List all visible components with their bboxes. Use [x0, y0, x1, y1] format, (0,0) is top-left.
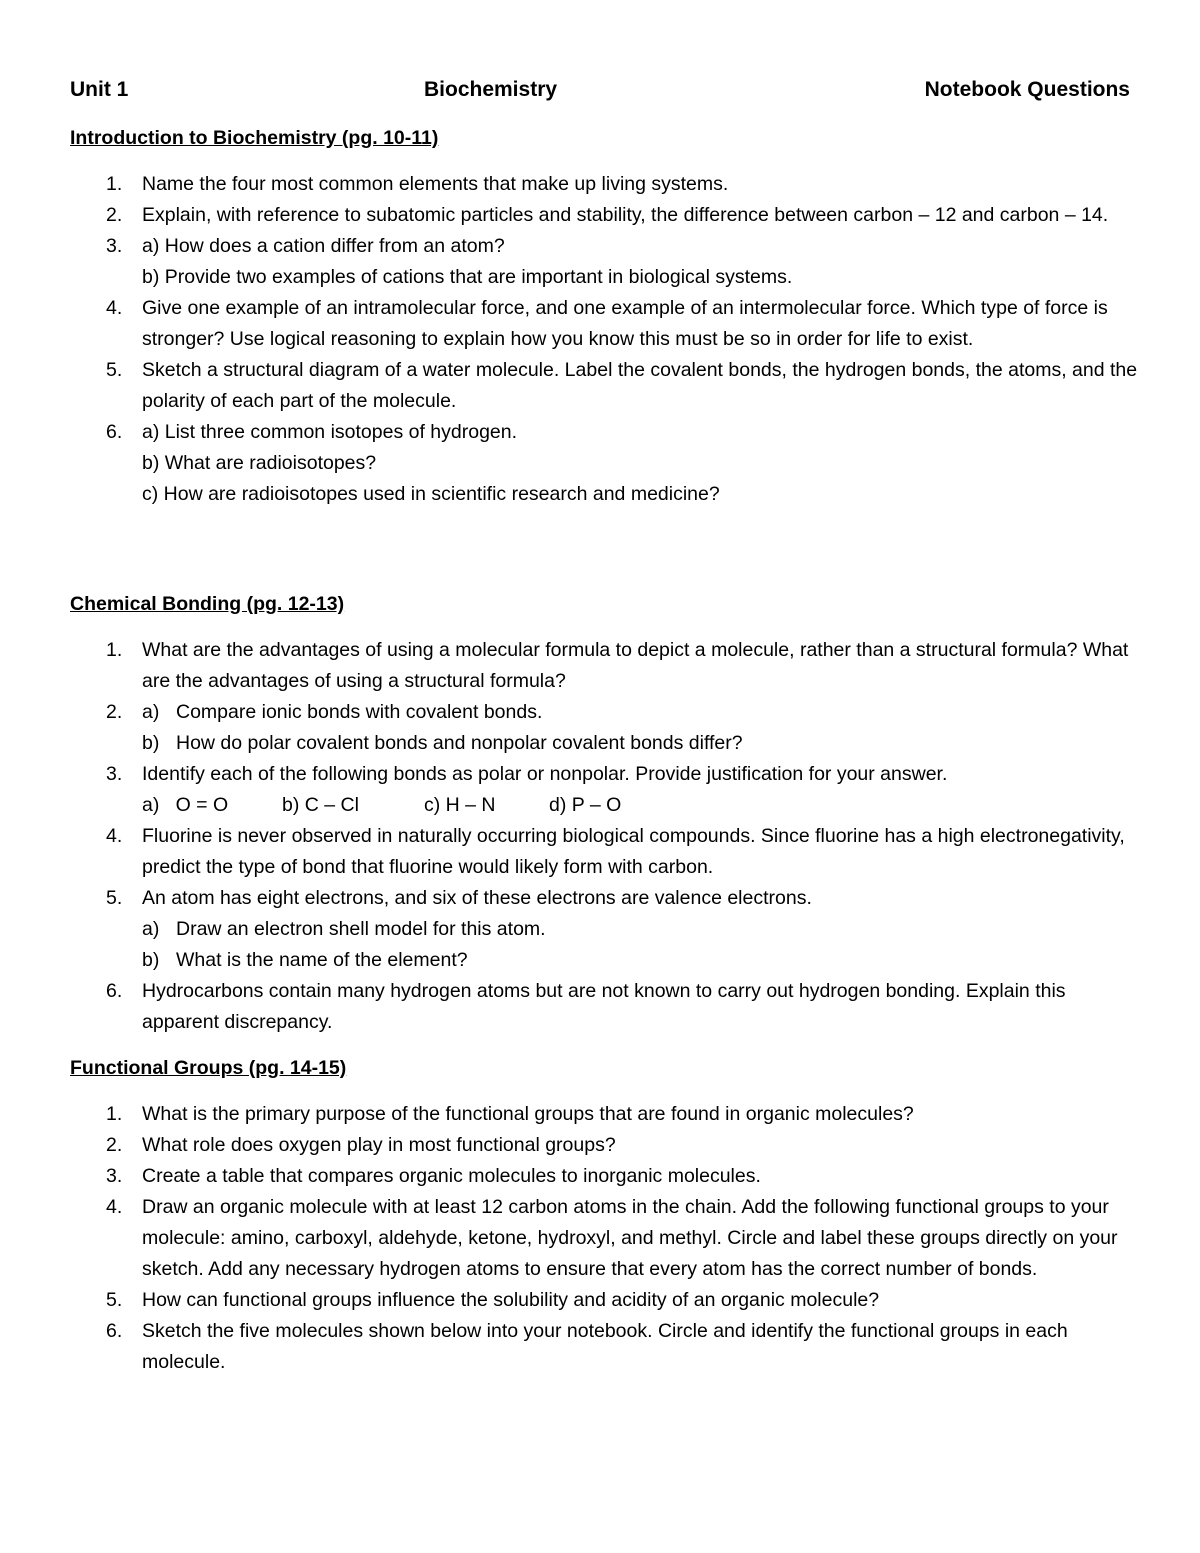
question-number: 1.: [106, 173, 123, 195]
section-introduction: [70, 123, 1140, 510]
question-item: [70, 417, 1140, 510]
subquestion-text: a) How does a cation differ from an atom?: [142, 235, 505, 257]
question-number: 2.: [106, 204, 123, 226]
question-text: Sketch the five molecules shown below into your notebook. Circle and identify the functional groups in each molecule.: [142, 1320, 1068, 1373]
subquestion: [142, 728, 1140, 759]
question-item: [70, 883, 1140, 976]
section-chemical-bonding: [70, 589, 1140, 1038]
question-item: [70, 1161, 1140, 1192]
question-text: Fluorine is never observed in naturally occurring biological compounds. Since fluorine has a high electronegativity, predict the type of bond that fluorine would likely form with carbon.: [142, 825, 1125, 878]
subquestion: [142, 914, 1140, 945]
question-item: [70, 759, 1140, 821]
question-number: 3.: [106, 763, 123, 785]
section-title: Introduction to Biochemistry (pg. 10-11): [70, 127, 439, 149]
question-number: 4.: [106, 297, 123, 319]
question-item: [70, 821, 1140, 883]
subquestion-text: b) Provide two examples of cations that are important in biological systems.: [142, 266, 793, 288]
question-item: [70, 355, 1140, 417]
question-number: 5.: [106, 359, 123, 381]
question-item: [70, 293, 1140, 355]
question-text: How can functional groups influence the solubility and acidity of an organic molecule?: [142, 1289, 880, 1311]
question-item: [70, 169, 1140, 200]
question-text: Give one example of an intramolecular force, and one example of an intermolecular force. Which type of force is stronger? Use logical reasoning to explain how you know this must be so in order for life to exist.: [142, 297, 1108, 350]
question-item: [70, 200, 1140, 231]
bond-choice: b) C – Cl: [282, 794, 359, 816]
subquestion-text: Compare ionic bonds with covalent bonds.: [176, 701, 543, 723]
subject-title: Biochemistry: [424, 78, 558, 101]
question-item: [70, 697, 1140, 759]
subquestion: [142, 945, 1140, 976]
question-text: What is the primary purpose of the functional groups that are found in organic molecules?: [142, 1103, 914, 1125]
section-title: Functional Groups (pg. 14-15): [70, 1057, 347, 1079]
question-number: 4.: [106, 1196, 123, 1218]
question-number: 5.: [106, 1289, 123, 1311]
subquestion: [142, 697, 1140, 728]
bond-choice: c) H – N: [424, 794, 496, 816]
section-title: Chemical Bonding (pg. 12-13): [70, 593, 345, 615]
subquestion-text: a) List three common isotopes of hydrogen.: [142, 421, 518, 443]
bond-choice: a) O = O: [142, 794, 229, 816]
question-item: [70, 1192, 1140, 1285]
question-item: [70, 231, 1140, 293]
section-functional-groups: [70, 1053, 1140, 1378]
question-text: Create a table that compares organic molecules to inorganic molecules.: [142, 1165, 761, 1187]
question-item: [70, 1099, 1140, 1130]
subquestion-text: Draw an electron shell model for this atom.: [176, 918, 546, 940]
question-list: [70, 169, 1140, 510]
subquestion-label: a): [142, 918, 160, 940]
question-number: 6.: [106, 980, 123, 1002]
bond-choice: d) P – O: [549, 794, 622, 816]
question-number: 1.: [106, 639, 123, 661]
question-number: 3.: [106, 235, 123, 257]
unit-label: Unit 1: [70, 78, 129, 101]
question-text: Hydrocarbons contain many hydrogen atoms but are not known to carry out hydrogen bonding. Explain this apparent discrepancy.: [142, 980, 1066, 1033]
question-item: [70, 1316, 1140, 1378]
question-number: 1.: [106, 1103, 123, 1125]
question-text: Name the four most common elements that make up living systems.: [142, 173, 729, 195]
subquestion-label: b): [142, 949, 160, 971]
subquestion-text: b) What are radioisotopes?: [142, 452, 377, 474]
question-text: What role does oxygen play in most functional groups?: [142, 1134, 616, 1156]
question-item: [70, 635, 1140, 697]
question-text: An atom has eight electrons, and six of these electrons are valence electrons.: [142, 887, 812, 909]
question-number: 2.: [106, 1134, 123, 1156]
question-item: [70, 976, 1140, 1038]
question-number: 2.: [106, 701, 123, 723]
document-type: Notebook Questions: [924, 78, 1130, 101]
question-item: [70, 1130, 1140, 1161]
subquestion-label: a): [142, 701, 160, 723]
subquestion-label: b): [142, 732, 160, 754]
question-number: 6.: [106, 1320, 123, 1342]
question-number: 3.: [106, 1165, 123, 1187]
question-text: Identify each of the following bonds as polar or nonpolar. Provide justification for your answer.: [142, 763, 948, 785]
question-text: Explain, with reference to subatomic particles and stability, the difference between carbon – 12 and carbon – 14.: [142, 204, 1109, 226]
question-list: [70, 1099, 1140, 1378]
question-text: Draw an organic molecule with at least 12 carbon atoms in the chain. Add the following functional groups to your molecule: amino, carboxyl, aldehyde, ketone, hydroxyl, and methyl. Circle and label these groups directly on your sketch. Add any necessary hydrogen atoms to ensure that every atom has the correct number of bonds.: [142, 1196, 1118, 1280]
subquestion-text: What is the name of the element?: [176, 949, 468, 971]
subquestion-text: How do polar covalent bonds and nonpolar covalent bonds differ?: [176, 732, 743, 754]
question-number: 6.: [106, 421, 123, 443]
bond-choices: [142, 790, 1140, 821]
subquestion-text: c) How are radioisotopes used in scientific research and medicine?: [142, 483, 720, 505]
question-number: 5.: [106, 887, 123, 909]
question-text: Sketch a structural diagram of a water molecule. Label the covalent bonds, the hydrogen bonds, the atoms, and the polarity of each part of the molecule.: [142, 359, 1138, 412]
page-header: [70, 74, 1130, 106]
question-item: [70, 1285, 1140, 1316]
question-text: What are the advantages of using a molecular formula to depict a molecule, rather than a structural formula? What are the advantages of using a structural formula?: [142, 639, 1129, 692]
question-number: 4.: [106, 825, 123, 847]
question-list: [70, 635, 1140, 1038]
